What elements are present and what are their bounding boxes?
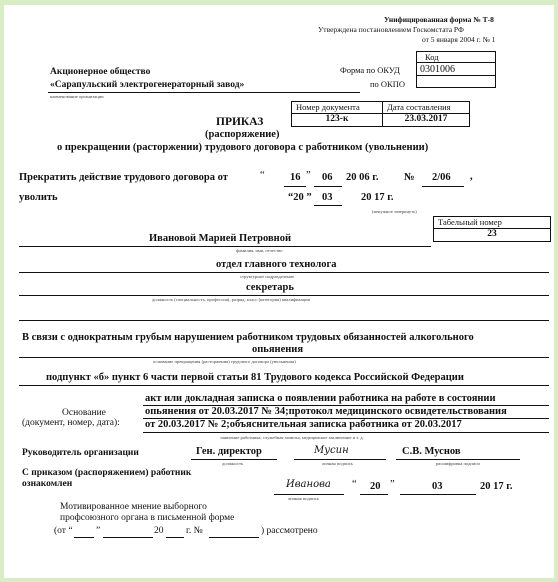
acquainted-year: 20 17 г. (480, 481, 513, 492)
basis-label-1: Основание (62, 408, 106, 418)
head-signature-caption: личная подпись (322, 461, 353, 466)
terminate-quote-close: ” (306, 170, 311, 181)
union-num-line (209, 537, 259, 538)
head-name-line (396, 459, 520, 460)
basis-line-1: акт или докладная записка о появлении работника на работе в состоянии (145, 393, 496, 404)
union-month-line (103, 537, 153, 538)
approved-text: Утверждена постановлением Госкомстата РФ (318, 25, 464, 34)
employee-name-line (19, 246, 431, 247)
union-g: г. № (186, 526, 203, 536)
okpo-label: по ОКПО (370, 79, 406, 89)
doc-title: ПРИКАЗ (216, 116, 264, 128)
tabel-value: 23 (487, 229, 497, 239)
head-name: С.В. Муснов (402, 446, 461, 457)
acquainted-day: 20 (370, 481, 381, 492)
terminate-month: 06 (322, 172, 333, 183)
article-text: подпункт «б» пункт 6 части первой статьи 81 Трудового кодекса Российской Федерации (46, 372, 464, 383)
doc-date-cell (382, 113, 470, 127)
head-signature-line (294, 459, 386, 460)
terminate-num: 2/06 (432, 172, 451, 183)
union-day-line (74, 537, 94, 538)
terminate-comma: , (470, 171, 473, 182)
employee-position-caption: должность (специальность, профессия), разряд, класс (категория) квалификации (152, 297, 311, 302)
union-line-1: Мотивированное мнение выборного (60, 502, 207, 512)
acquainted-quote-open: “ (352, 479, 357, 490)
employee-department-line (19, 272, 549, 273)
employee-name: Ивановой Марией Петровной (149, 233, 291, 244)
org-caption: наименование организации (50, 94, 104, 99)
dismiss-label: уволить (19, 192, 58, 203)
basis-underline-3 (143, 432, 549, 433)
blank-line (19, 320, 549, 321)
terminate-quote-open: “ (260, 170, 265, 181)
dismiss-caption: (ненужное зачеркнуть) (372, 209, 417, 214)
head-signature: Мусин (314, 445, 349, 456)
terminate-label: Прекратить действие трудового договора от (19, 172, 228, 183)
approved-date: от 5 января 2004 г. № 1 (422, 35, 496, 44)
dismiss-month-line (314, 205, 342, 206)
acquainted-quote-close: ” (390, 479, 395, 490)
union-from: (от “ (54, 526, 73, 536)
basis-caption: заявление работника, служебная записка, медицинское заключение и т. д. (220, 435, 364, 440)
basis-label-2: (документ, номер, дата): (22, 418, 120, 428)
doc-date-header: Дата составления (387, 102, 451, 112)
doc-number-cell (291, 113, 383, 127)
employee-signature-line (274, 494, 344, 495)
dismiss-day: “20 ” (288, 192, 312, 203)
okud-cell (416, 62, 496, 76)
acquainted-label-2: ознакомлен (22, 479, 73, 489)
reason-line-2: опьянения (252, 344, 304, 355)
union-considered: ) рассмотрено (261, 526, 318, 536)
head-name-caption: расшифровка подписи (436, 461, 480, 466)
tabel-value-cell (433, 228, 551, 242)
employee-name-caption: фамилия, имя, отчество (236, 248, 283, 253)
dismiss-year: 20 17 г. (361, 192, 394, 203)
head-position-caption: должность (222, 461, 244, 466)
acquainted-label-1: С приказом (распоряжением) работник (22, 468, 192, 478)
employee-signature-caption: личная подпись (288, 496, 319, 501)
kod-label: Код (425, 52, 439, 62)
org-line-2: «Сарапульский электрогенераторный завод» (50, 80, 245, 90)
okpo-cell (416, 75, 496, 88)
union-line-2: профсоюзного органа в письменной форме (60, 513, 235, 523)
org-line-1: Акционерное общество (50, 67, 151, 77)
okud-label: Форма по ОКУД (340, 65, 400, 75)
employee-signature: Иванова (286, 479, 331, 490)
terminate-num-sign: № (404, 172, 415, 183)
employee-position: секретарь (246, 282, 294, 293)
terminate-month-line (314, 186, 342, 187)
basis-line-3: от 20.03.2017 № 2;объяснительная записка работника от 20.03.2017 (145, 419, 462, 430)
union-quote-close: ” (96, 526, 101, 536)
head-position: Ген. директор (196, 446, 262, 457)
form-title: Унифицированная форма № Т-8 (384, 15, 494, 24)
union-year: 20 (154, 526, 164, 536)
article-line (19, 385, 549, 386)
doc-number-header: Номер документа (296, 102, 360, 112)
doc-date: 23.03.2017 (404, 114, 448, 124)
doc-number: 123-к (325, 114, 349, 124)
acquainted-month: 03 (432, 481, 443, 492)
terminate-year: 20 06 г. (346, 172, 379, 183)
basis-line-2: опьянения от 20.03.2017 № 34;протокол медицинского освидетельствования (145, 406, 507, 417)
terminate-day: 16 (290, 172, 301, 183)
doc-subtitle: (распоряжение) (205, 129, 280, 140)
tabel-header: Табельный номер (438, 217, 502, 227)
dismiss-month: 03 (322, 192, 333, 203)
reason-caption: основание прекращения (расторжения) трудового договора (увольнения) (153, 359, 296, 364)
terminate-day-line (284, 186, 306, 187)
org-underline (48, 92, 360, 93)
head-position-line (191, 459, 277, 460)
head-label: Руководитель организации (22, 448, 139, 458)
terminate-num-line (422, 186, 464, 187)
document-sheet (4, 5, 554, 578)
union-year-line (166, 537, 184, 538)
employee-department-caption: структурное подразделение (240, 274, 295, 279)
employee-position-line (19, 295, 549, 296)
acquainted-day-line (360, 494, 388, 495)
reason-line (19, 357, 549, 358)
employee-department: отдел главного технолога (216, 259, 337, 270)
acquainted-month-line (400, 494, 476, 495)
doc-subject: о прекращении (расторжении) трудового договора с работником (увольнении) (57, 142, 429, 153)
reason-line-1: В связи с однократным грубым нарушением работником трудовых обязанностей алкогольного (22, 332, 474, 343)
okud-value: 0301006 (420, 64, 455, 75)
